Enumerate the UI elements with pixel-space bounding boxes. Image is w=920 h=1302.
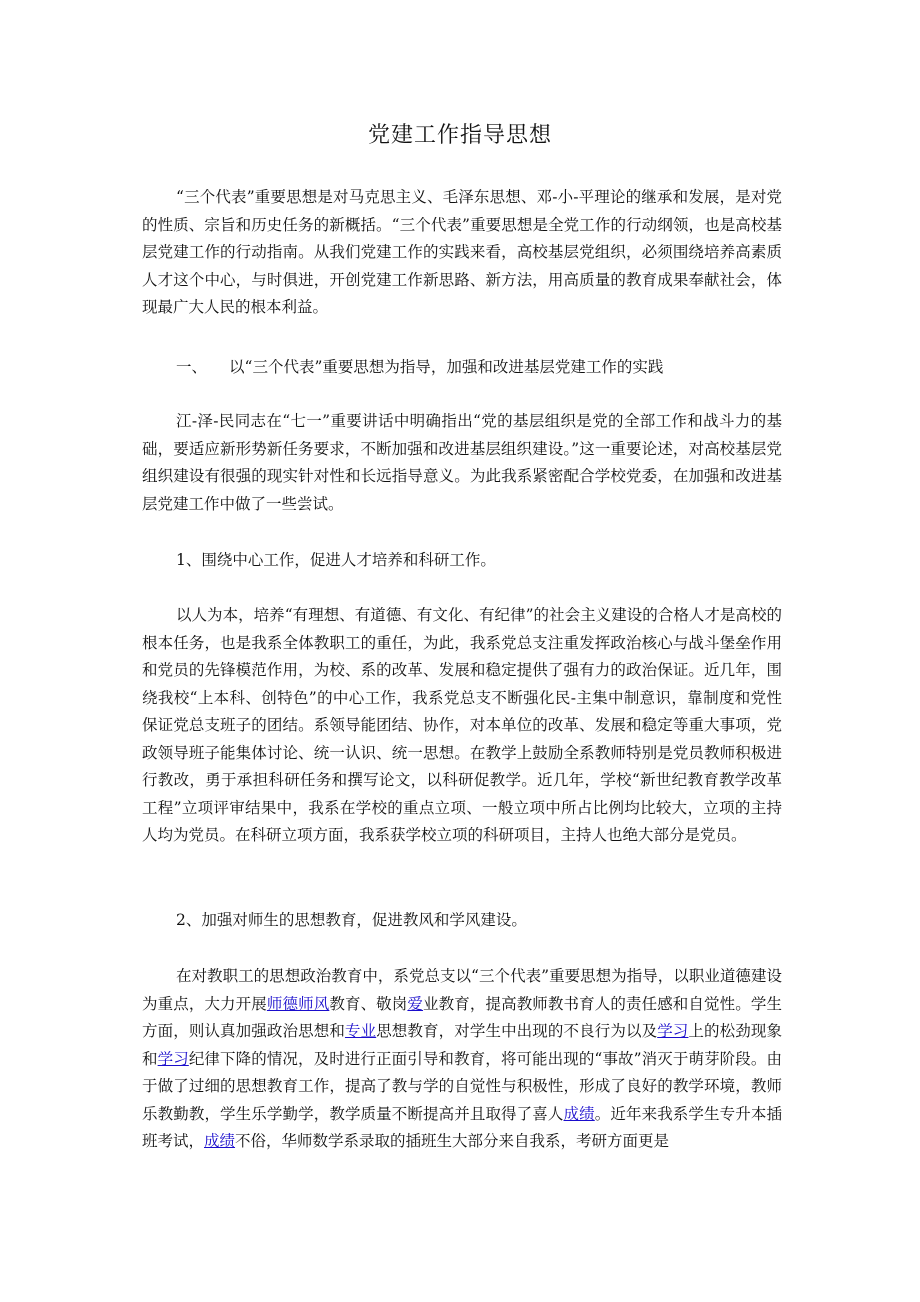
- link-love[interactable]: 爱: [407, 994, 424, 1013]
- subsection-2-heading: 2、加强对师生的思想教育，促进教风和学风建设。: [176, 911, 527, 929]
- section-1-heading: [142, 354, 782, 382]
- paragraph-text: 纪律下降的情况，及时进行正面引导和教育，将可能出现的“事故”消灭于萌芽阶段。由于做了过细的思想教育工作，提高了教与学的自觉性与积极性，形成了良好的教学环境，教师乐教勤教，学生乐学勤学，教学质量不断提高并且取得了喜人: [142, 1049, 782, 1123]
- link-major[interactable]: 专业: [344, 1022, 377, 1040]
- paragraph-text: 思想教育，对学生中出现的不良行为以及: [376, 1022, 658, 1040]
- subsection-1-heading: 1、围绕中心工作，促进人才培养和科研工作。: [176, 551, 496, 569]
- subsection-1-paragraph: 以人为本，培养“有理想、有道德、有文化、有纪律”的社会主义建设的合格人才是高校的根本任务，也是我系全体教职工的重任，为此，我系党总支注重发挥政治核心与战斗堡垒作用和党员的先锋模范作用，为校、系的改革、发展和稳定提供了强有力的政治保证。近几年，围绕我校“上本科、创特色”的中心工作，我系党总支不断强化民-主集中制意识，靠制度和党性保证党总支班子的团结。系领导能团结、协作，对本单位的改革、发展和稳定等重大事项，党政领导班子能集体讨论、统一认识、统一思想。在教学上鼓励全系教师特别是党员教师积极进行教改，勇于承担科研任务和撰写论文，以科研促教学。近几年，学校“新世纪教育教学改革工程”立项评审结果中，我系在学校的重点立项、一般立项中所占比例均比较大，立项的主持人均为党员。在科研立项方面，我系获学校立项的科研项目，主持人也绝大部分是党员。: [142, 606, 782, 844]
- paragraph-text: 业教育，提高教师教书育人的责任感和自觉性。学生方面，则认真加强政治思想和: [142, 994, 782, 1040]
- intro-paragraph: “三个代表”重要思想是对马克思主义、毛泽东思想、邓-小-平理论的继承和发展，是对党的性质、宗旨和历史任务的新概括。“三个代表”重要思想是全党工作的行动纲领，也是高校基层党建工作的行动指南。从我们党建工作的实践来看，高校基层党组织，必须围绕培养高素质人才这个中心，与时俱进，开创党建工作新思路、新方法，用高质量的教育成果奉献社会，体现最广大人民的根本利益。: [142, 188, 782, 316]
- section-1-heading-text: 以“三个代表”重要思想为指导，加强和改进基层党建工作的实践: [229, 358, 664, 376]
- paragraph-text: 教育、敬岗: [329, 994, 408, 1013]
- link-study-2[interactable]: 学习: [157, 1049, 189, 1068]
- paragraph-text: 在对教职工的思想政治教育中，系党总支以“三个代表”重要思想为指导，以职业道德建设为重点，大力开展: [142, 967, 782, 1013]
- paragraph-text: 。近年来我系学生专升本插班考试，: [142, 1104, 782, 1150]
- section-1-number: 一、: [176, 358, 208, 376]
- paragraph-text: 上的松劲现象和: [142, 1022, 782, 1068]
- paragraph-text: 不俗，华师数学系录取的插班生大部分来自我系，考研方面更是: [235, 1132, 670, 1150]
- link-teacher-ethics[interactable]: 师德师风: [266, 994, 330, 1013]
- section-1-paragraph: 江-泽-民同志在“七一”重要讲话中明确指出“党的基层组织是党的全部工作和战斗力的基础，要适应新形势新任务要求，不断加强和改进基层组织建设。”这一重要论述，对高校基层党组织建设有很强的现实针对性和长远指导意义。为此我系紧密配合学校党委，在加强和改进基层党建工作中做了一些尝试。: [142, 412, 782, 513]
- link-results-2[interactable]: 成绩: [204, 1132, 236, 1150]
- link-study[interactable]: 学习: [657, 1022, 689, 1040]
- subsection-2-paragraph: [142, 963, 782, 1156]
- document-title: 党建工作指导思想: [367, 123, 552, 148]
- link-results[interactable]: 成绩: [563, 1104, 595, 1123]
